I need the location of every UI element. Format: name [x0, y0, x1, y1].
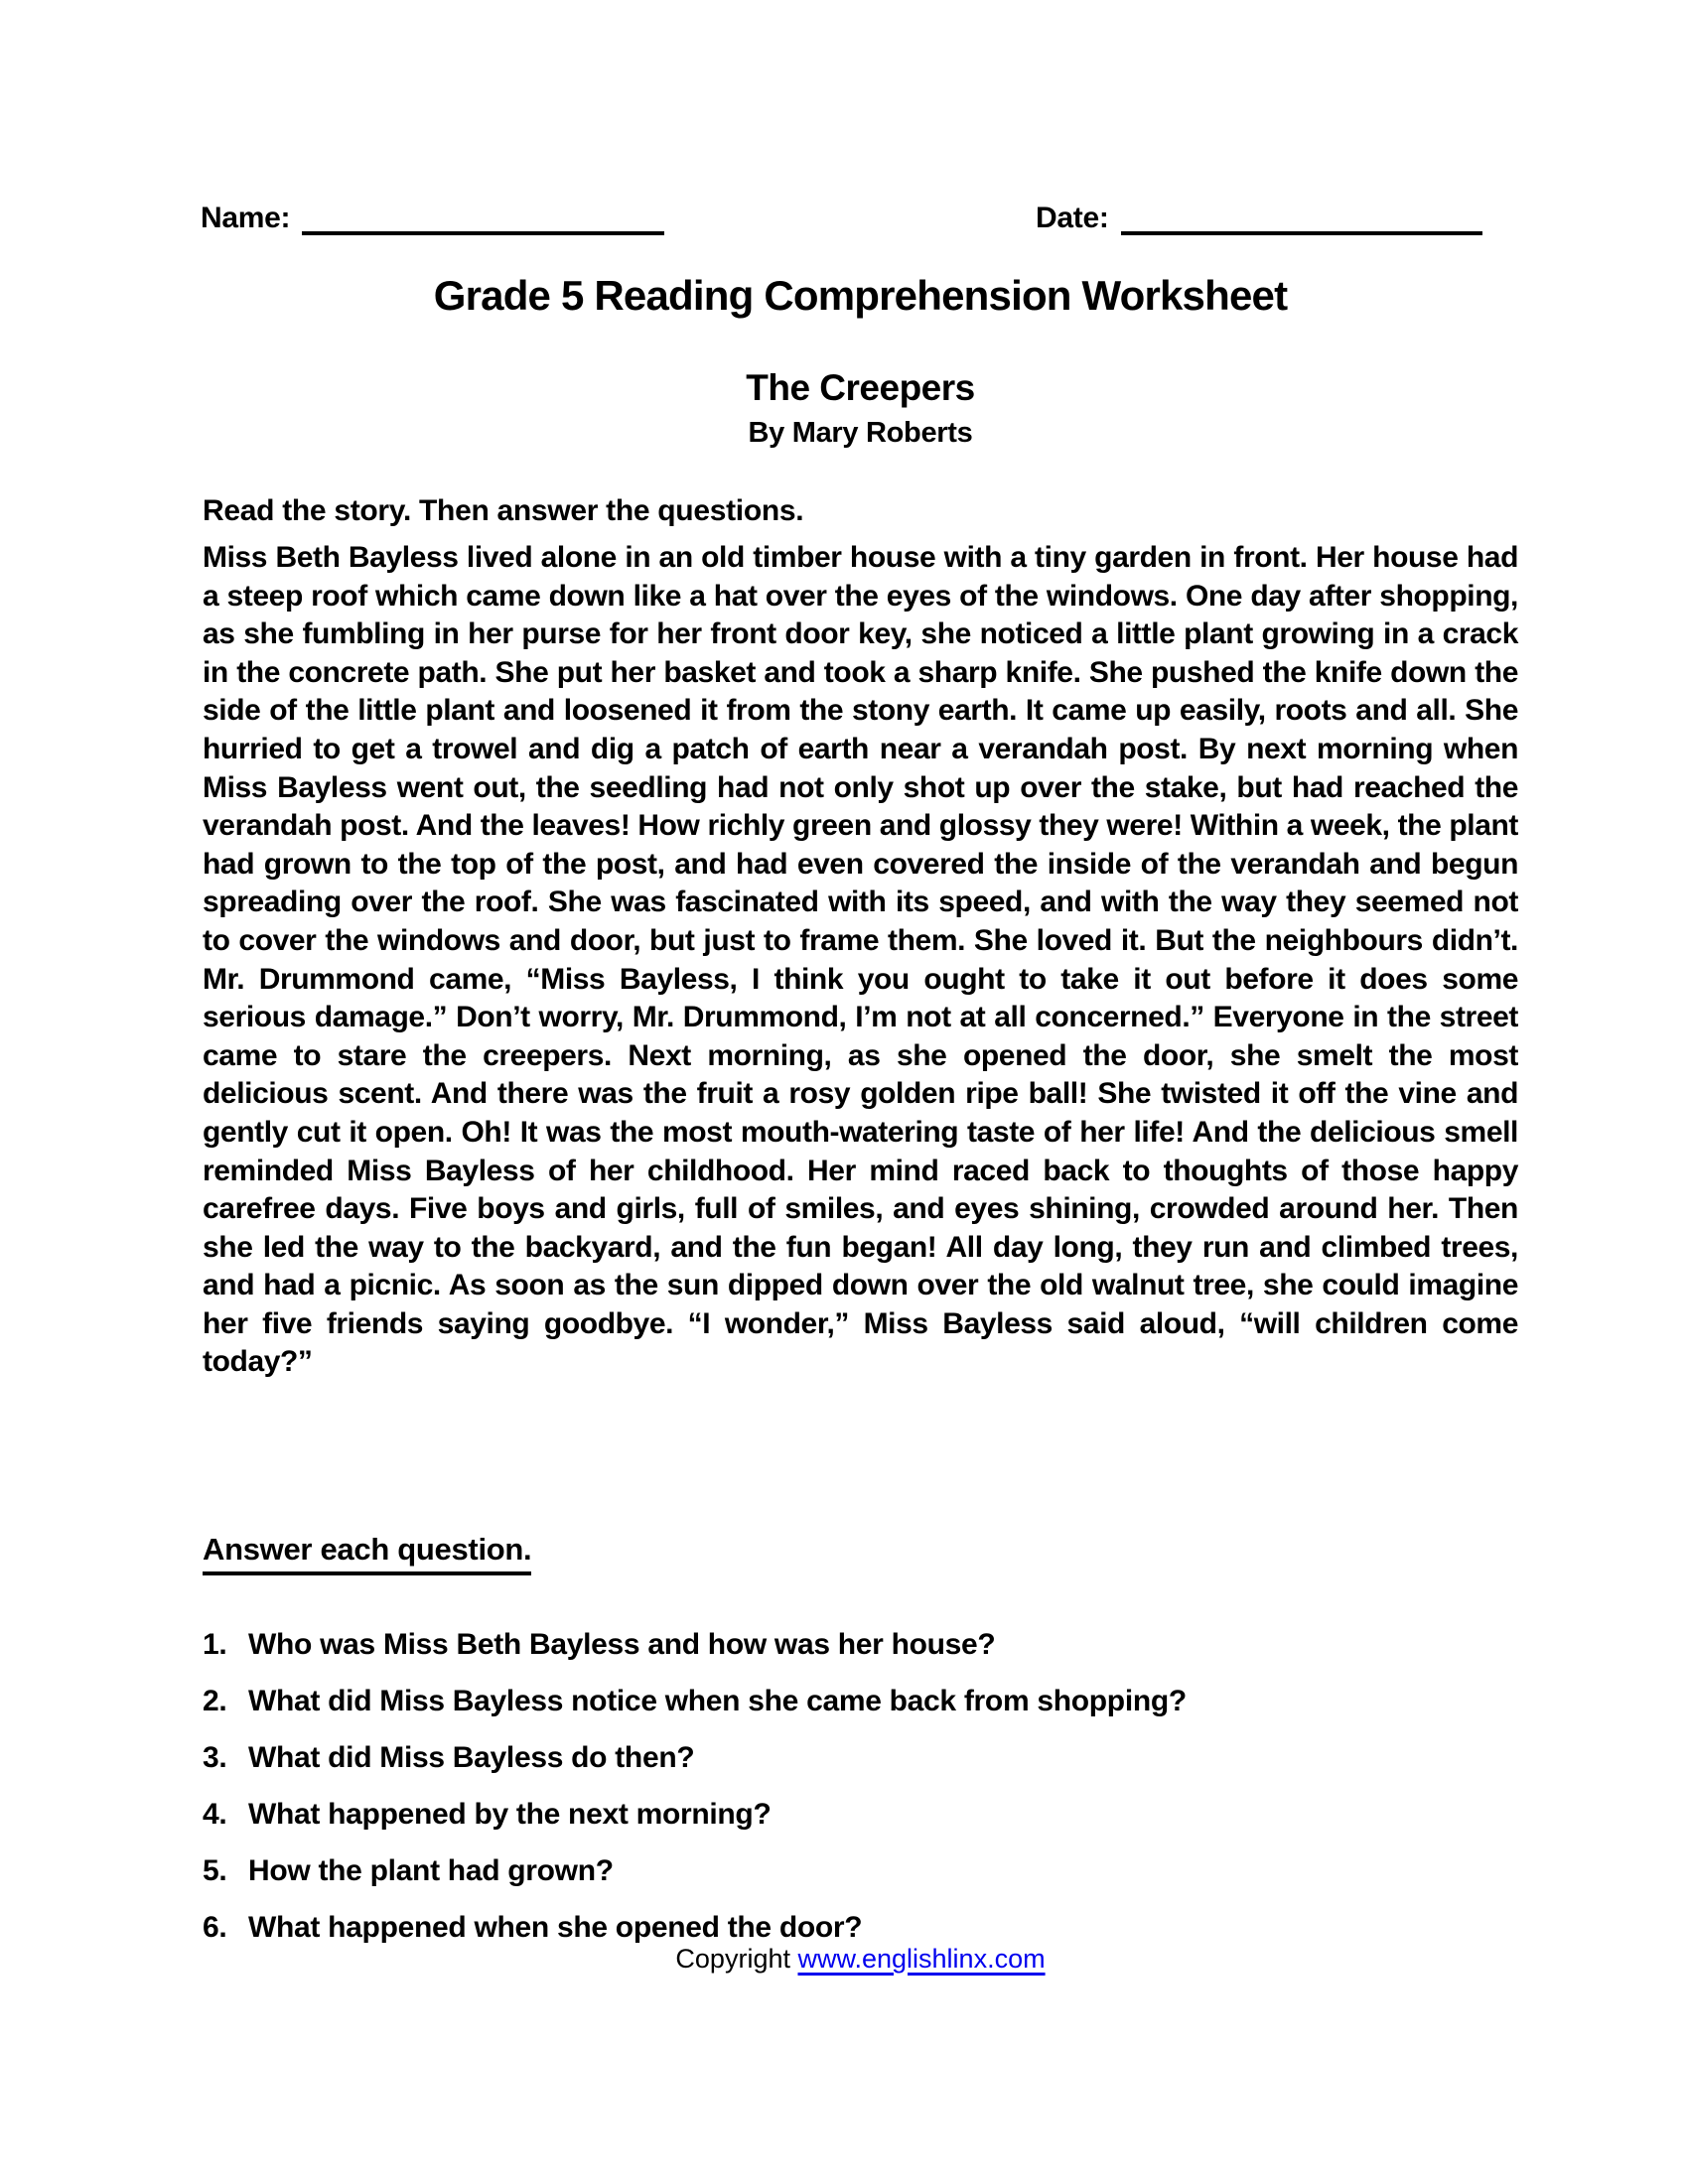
question-item-4: [203, 1798, 1518, 1832]
story-text: Miss Beth Bayless lived alone in an old timber house with a tiny garden in front. Her house had a steep roof which came down like a hat over the eyes of the windows. One day after shopping, as she fumbling in her purse for her front door key, she noticed a little plant growing in a crack in the concrete path. She put her basket and took a sharp knife. She pushed the knife down the side of the little plant and loosened it from the stony earth. It came up easily, roots and all. She hurried to get a trowel and dig a patch of earth near a verandah post. By next morning when Miss Bayless went out, the seedling had not only shot up over the stake, but had reached the verandah post. And the leaves! How richly green and glossy they were! Within a week, the plant had grown to the top of the post, and had even covered the inside of the verandah and begun spreading over the roof. She was fascinated with its speed, and with the way they seemed not to cover the windows and door, but just to frame them. She loved it. But the neighbours didn’t. Mr. Drummond came, “Miss Bayless, I think you ought to take it out before it does some serious damage.” Don’t worry, Mr. Drummond, I’m not at all concerned.” Everyone in the street came to stare the creepers. Next morning, as she opened the door, she smelt the most delicious scent. And there was the fruit a rosy golden ripe ball! She twisted it off the vine and gently cut it open. Oh! It was the most mouth-watering taste of her life! And the delicious smell reminded Miss Bayless of her childhood. Her mind raced back to thoughts of those happy carefree days. Five boys and girls, full of smiles, and eyes shining, crowded around her. Then she led the way to the backyard, and the fun began! All day long, they run and climbed trees, and had a picnic. As soon as the sun dipped down over the old walnut tree, she could imagine her five friends saying goodbye. “I wonder,” Miss Bayless said aloud, “will children come today?”: [203, 541, 1518, 1379]
question-item-3: [203, 1741, 1518, 1775]
name-field: [201, 202, 664, 235]
story-author: By Mary Roberts: [748, 417, 973, 449]
date-field: [1036, 202, 1482, 235]
question-number: 5.: [203, 1854, 227, 1887]
name-label: Name:: [201, 202, 291, 234]
question-number: 1.: [203, 1628, 227, 1661]
date-label: Date:: [1036, 202, 1109, 234]
name-blank-line[interactable]: [302, 202, 664, 235]
question-text: What happened when she opened the door?: [248, 1911, 863, 1944]
question-text: How the plant had grown?: [248, 1854, 614, 1887]
question-number: 2.: [203, 1685, 227, 1717]
page-title: Grade 5 Reading Comprehension Worksheet: [433, 272, 1288, 319]
question-text: What happened by the next morning?: [248, 1798, 772, 1831]
question-item-5: [203, 1854, 1518, 1888]
question-text: Who was Miss Beth Bayless and how was her house?: [248, 1628, 996, 1661]
question-item-6: [203, 1911, 1518, 1945]
copyright-text: Copyright: [675, 1944, 798, 1974]
story-instruction: Read the story. Then answer the questions.: [203, 494, 804, 527]
story-title: The Creepers: [746, 367, 975, 408]
question-number: 3.: [203, 1741, 227, 1774]
date-blank-line[interactable]: [1121, 202, 1482, 235]
question-item-1: [203, 1628, 1518, 1662]
question-text: What did Miss Bayless do then?: [248, 1741, 695, 1774]
question-number: 6.: [203, 1911, 227, 1944]
question-number: 4.: [203, 1798, 227, 1831]
question-text: What did Miss Bayless notice when she came back from shopping?: [248, 1685, 1187, 1717]
footer-copyright: [203, 1944, 1518, 1975]
question-list: [203, 1628, 1518, 1968]
question-item-2: [203, 1685, 1518, 1718]
answer-section-heading: Answer each question.: [203, 1532, 531, 1575]
englishlinx-link[interactable]: www.englishlinx.com: [797, 1944, 1046, 1974]
